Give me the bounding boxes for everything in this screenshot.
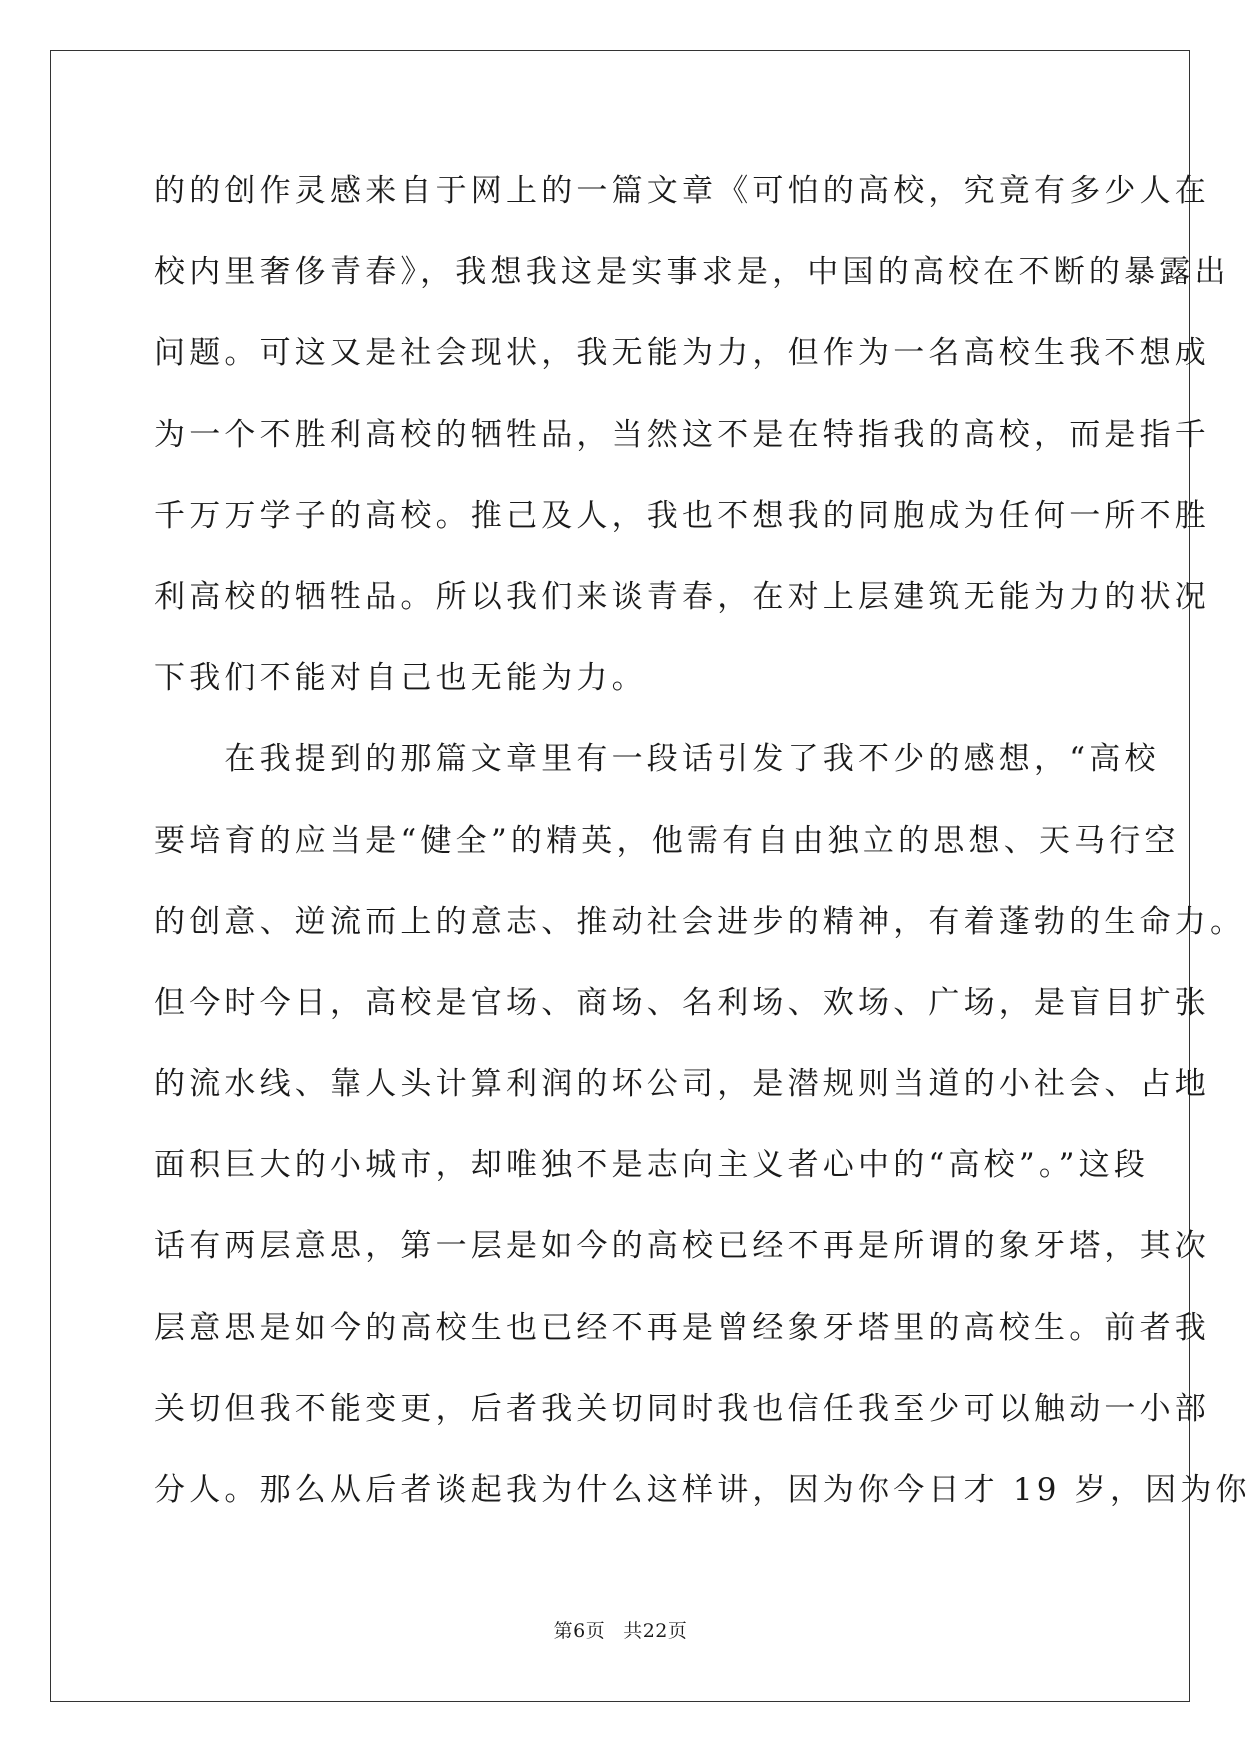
page-total: 共22页 [623, 1620, 688, 1642]
text-line: 关切但我不能变更，后者我关切同时我也信任我至少可以触动一小部 [154, 1390, 1210, 1427]
page-footer [0, 1618, 1241, 1644]
text-line: 分人。那么从后者谈起我为什么这样讲，因为你今日才 19 岁，因为你 [154, 1472, 1251, 1508]
text-line: 下我们不能对自己也无能为力。 [154, 660, 647, 697]
text-line: 但今时今日，高校是官场、商场、名利场、欢场、广场，是盲目扩张 [154, 984, 1210, 1021]
text-line: 问题。可这又是社会现状，我无能为力，但作为一名高校生我不想成 [154, 335, 1210, 372]
text-line: 的流水线、靠人头计算利润的坏公司，是潜规则当道的小社会、占地 [154, 1066, 1210, 1103]
text-line: 面积巨大的小城市，却唯独不是志向主义者心中的“高校”。”这段 [154, 1147, 1150, 1184]
text-line: 要培育的应当是“健全”的精英，他需有自由独立的思想、天马行空 [154, 822, 1180, 859]
text-line: 在我提到的那篇文章里有一段话引发了我不少的感想，“高校 [154, 741, 1160, 778]
text-line: 为一个不胜利高校的牺牲品，当然这不是在特指我的高校，而是指千 [154, 416, 1210, 453]
text-line: 的的创作灵感来自于网上的一篇文章《可怕的高校，究竟有多少人在 [154, 173, 1210, 209]
document-body [154, 165, 1251, 1545]
text-line: 利高校的牺牲品。所以我们来谈青春，在对上层建筑无能为力的状况 [154, 578, 1210, 615]
text-line: 层意思是如今的高校生也已经不再是曾经象牙塔里的高校生。前者我 [154, 1309, 1210, 1346]
text-line: 话有两层意思，第一层是如今的高校已经不再是所谓的象牙塔，其次 [154, 1228, 1210, 1265]
text-line: 千万万学子的高校。推己及人，我也不想我的同胞成为任何一所不胜 [154, 497, 1210, 534]
text-line: 的创意、逆流而上的意志、推动社会进步的精神，有着蓬勃的生命力。 [154, 903, 1246, 940]
text-line: 校内里奢侈青春》，我想我这是实事求是，中国的高校在不断的暴露出 [154, 254, 1230, 291]
page-number: 第6页 [553, 1620, 606, 1642]
